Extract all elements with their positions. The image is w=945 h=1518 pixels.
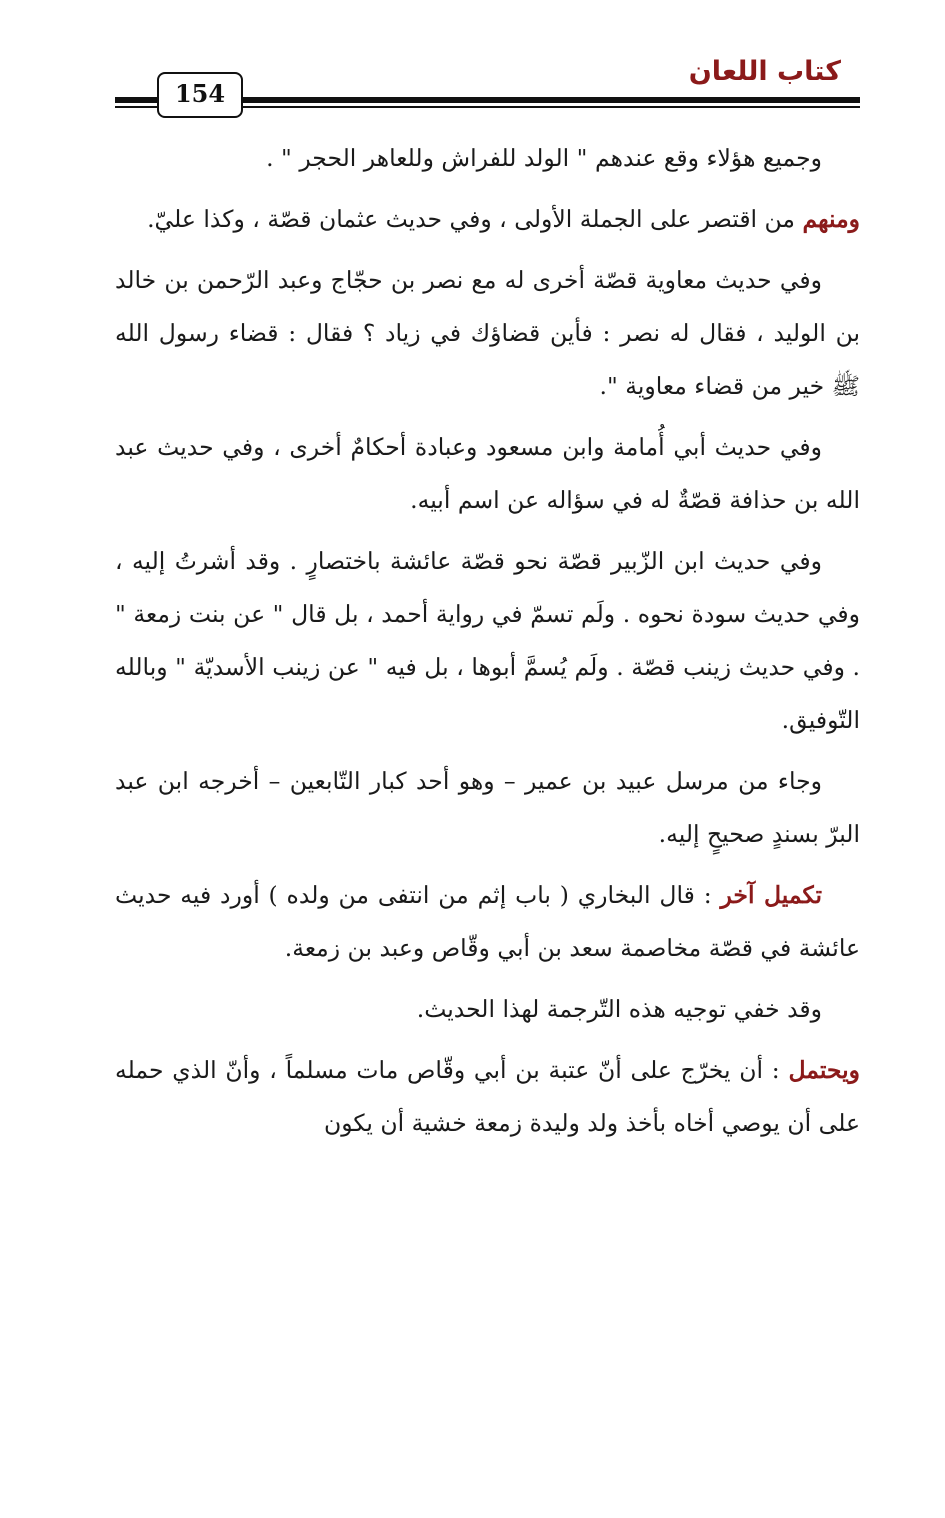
paragraph: [115, 132, 860, 185]
paragraph-text: وجاء من مرسل عبيد بن عمير – وهو أحد كبار التّابعين – أخرجه ابن عبد البرّ بسندٍ صحيحٍ إليه.: [115, 767, 860, 848]
page-header: [0, 0, 945, 130]
paragraph: [115, 421, 860, 527]
paragraph-lead: ومنهم: [802, 205, 860, 233]
paragraph-text: وقد خفي توجيه هذه التّرجمة لهذا الحديث.: [416, 995, 822, 1023]
page-body: [115, 132, 860, 1158]
paragraph: [115, 983, 860, 1036]
paragraph-text: وفي حديث معاوية قصّة أخرى له مع نصر بن حجّاج وعبد الرّحمن بن خالد بن الوليد ، فقال له نصر : فأين قضاؤك في زياد ؟ فقال : قضاء رسول الله ﷺ خير من قضاء معاوية ".: [115, 266, 860, 400]
paragraph: [115, 254, 860, 413]
paragraph-text: : أن يخرّج على أنّ عتبة بن أبي وقّاص مات مسلماً ، وأنّ الذي حمله على أن يوصي أخاه بأخذ ولد وليدة زمعة خشية أن يكون: [115, 1056, 860, 1137]
paragraph: [115, 193, 860, 246]
paragraph-lead: ويحتمل: [788, 1056, 860, 1084]
paragraph-text: وجميع هؤلاء وقع عندهم " الولد للفراش وللعاهر الحجر " .: [266, 144, 822, 172]
paragraph: [115, 535, 860, 747]
paragraph: [115, 869, 860, 975]
book-title: كتاب اللعان: [688, 56, 841, 87]
paragraph-text: وفي حديث أبي أُمامة وابن مسعود وعبادة أحكامٌ أخرى ، وفي حديث عبد الله بن حذافة قصّةٌ له في سؤاله عن اسم أبيه.: [115, 433, 860, 514]
paragraph-text: من اقتصر على الجملة الأولى ، وفي حديث عثمان قصّة ، وكذا عليّ.: [147, 205, 803, 233]
paragraph-text: وفي حديث ابن الزّبير قصّة نحو قصّة عائشة باختصارٍ . وقد أشرتُ إليه ، وفي حديث سودة نحوه . ولَم تسمّ في رواية أحمد ، بل قال " عن بنت زمعة " . وفي حديث زينب قصّة . ولَم يُسمَّ أبوها ، بل فيه " عن زينب الأسديّة " وبالله التّوفيق.: [115, 547, 860, 734]
paragraph: [115, 755, 860, 861]
paragraph: [115, 1044, 860, 1150]
page-number: 154: [157, 72, 243, 118]
paragraph-text: : قال البخاري ( باب إثم من انتفى من ولده ) أورد فيه حديث عائشة في قصّة مخاصمة سعد بن أبي وقّاص وعبد بن زمعة.: [115, 881, 860, 962]
paragraph-lead: تكميل آخر: [720, 881, 823, 909]
